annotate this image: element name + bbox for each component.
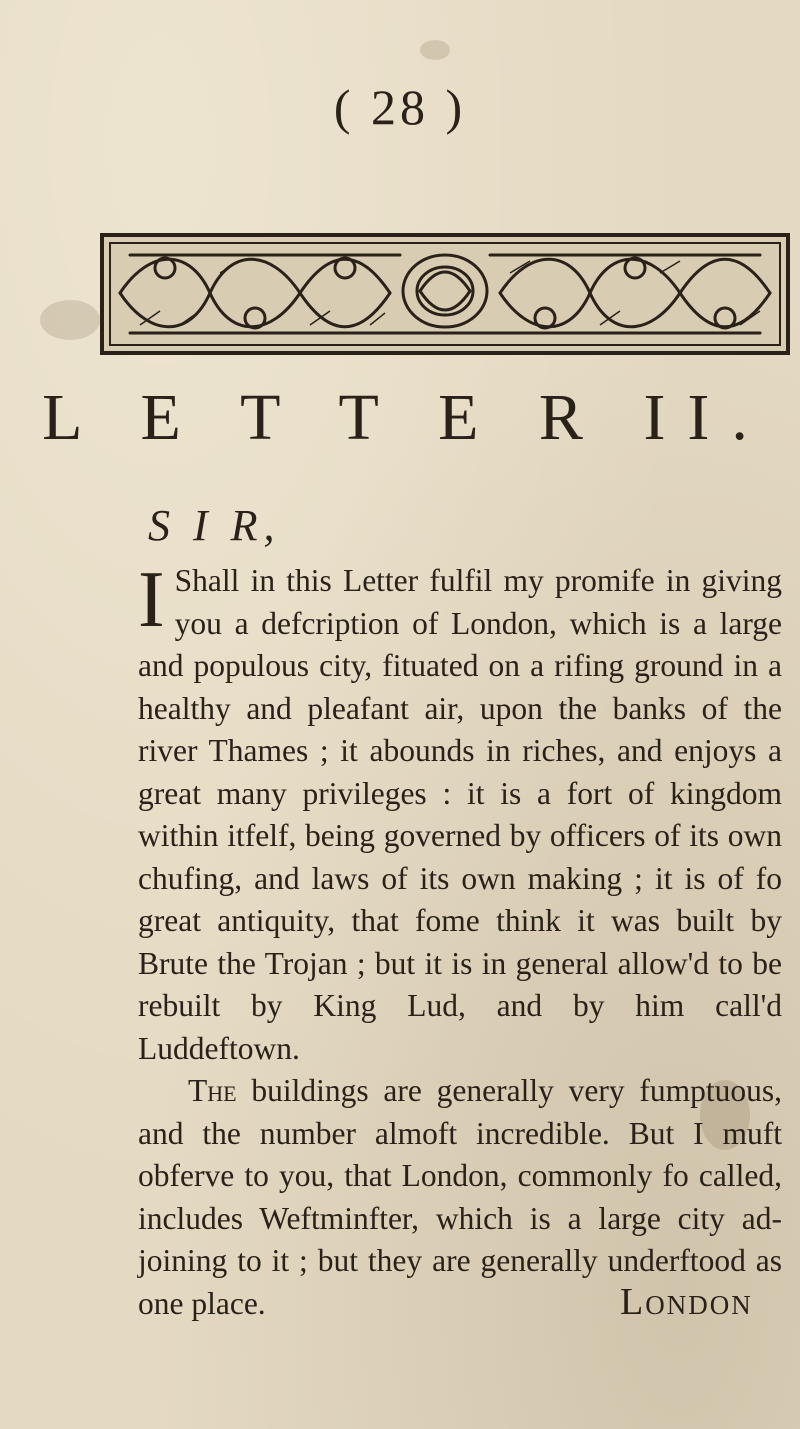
- salutation: S I R,: [148, 501, 281, 550]
- woodcut-headpiece-ornament-icon: [100, 233, 790, 355]
- catchword: London: [620, 1281, 753, 1323]
- paragraph: [138, 556, 782, 1070]
- foxing-stain: [420, 40, 450, 60]
- paragraph-text: buildings are generally very fumptuous, and the number almoft incredible. But I muft obferve to you, that London, commonly fo called, includes Weftminfter, which is a large city ad- joining to it ; but they are generally underftood as one place.: [138, 1073, 782, 1321]
- letter-heading: L E T T E R II.: [42, 381, 770, 454]
- paragraph-text: Shall in this Letter fulfil my promife in giving you a defcription of London, which is a large and populous city, fituated on a rifing ground in a healthy and pleafant air, upon the banks of the river Thames ; it abounds in riches, and enjoys a great many privileges : it is a fort of kingdom within itfelf, being governed by officers of its own chufing, and laws of its own making ; it is of fo great antiquity, that fome think it was built by Brute the Trojan ; but it is in general allow'd to be rebuilt by King Lud, and by him call'd Luddeftown.: [138, 563, 782, 1066]
- foxing-stain: [40, 300, 100, 340]
- page-number: ( 28 ): [333, 79, 467, 135]
- paragraph-lead-word: The: [188, 1073, 237, 1108]
- letter-body: [138, 556, 782, 1325]
- drop-cap: I: [138, 556, 165, 644]
